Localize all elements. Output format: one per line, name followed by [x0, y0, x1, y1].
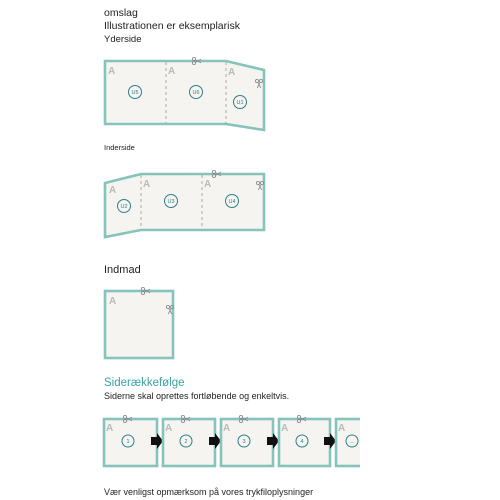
- svg-text:2: 2: [184, 439, 188, 445]
- svg-text:U6: U6: [192, 90, 200, 96]
- svg-text:U5: U5: [131, 90, 139, 96]
- corner-mark: A: [109, 296, 117, 307]
- corner-mark: A: [228, 67, 236, 78]
- corner-mark: A: [168, 66, 176, 77]
- label-yderside: Yderside: [104, 34, 142, 45]
- svg-text:A: A: [106, 423, 114, 434]
- svg-text:A: A: [338, 423, 346, 434]
- sequence-page: [163, 415, 215, 466]
- label-inderside: Inderside: [104, 143, 135, 152]
- sequence-page: [104, 415, 157, 466]
- svg-text:U3: U3: [167, 199, 175, 205]
- svg-text:U1: U1: [236, 100, 244, 106]
- corner-mark: A: [143, 179, 151, 190]
- section-title-siderakkefolge: Siderækkefølge: [104, 377, 185, 389]
- section-title-omslag: omslag: [104, 7, 138, 19]
- svg-text:3: 3: [242, 439, 246, 445]
- illustration-note: Illustrationen er eksemplarisk: [104, 20, 240, 32]
- svg-text:...: ...: [349, 439, 355, 445]
- inner-page-diagram: [105, 287, 174, 358]
- svg-text:U4: U4: [228, 199, 236, 205]
- print-file-notice: Vær venligst opmærksom på vores trykfiloplysninger: [104, 487, 314, 497]
- inside-cover-diagram: [105, 170, 264, 237]
- svg-text:A: A: [281, 423, 289, 434]
- svg-text:A: A: [223, 423, 231, 434]
- svg-text:U2: U2: [120, 204, 128, 210]
- svg-text:1: 1: [126, 439, 130, 445]
- sequence-page: [279, 415, 330, 466]
- svg-text:4: 4: [300, 439, 304, 445]
- section-title-indmad: Indmad: [104, 264, 141, 276]
- page-sequence-diagram: [104, 415, 376, 466]
- outside-cover-diagram: [105, 57, 264, 130]
- siderakkefolge-description: Siderne skal oprettes fortløbende og enkeltvis.: [104, 391, 290, 401]
- corner-mark: A: [109, 185, 117, 196]
- corner-mark: A: [204, 179, 212, 190]
- sequence-page: [221, 415, 273, 466]
- corner-mark: A: [108, 66, 116, 77]
- svg-text:A: A: [165, 423, 173, 434]
